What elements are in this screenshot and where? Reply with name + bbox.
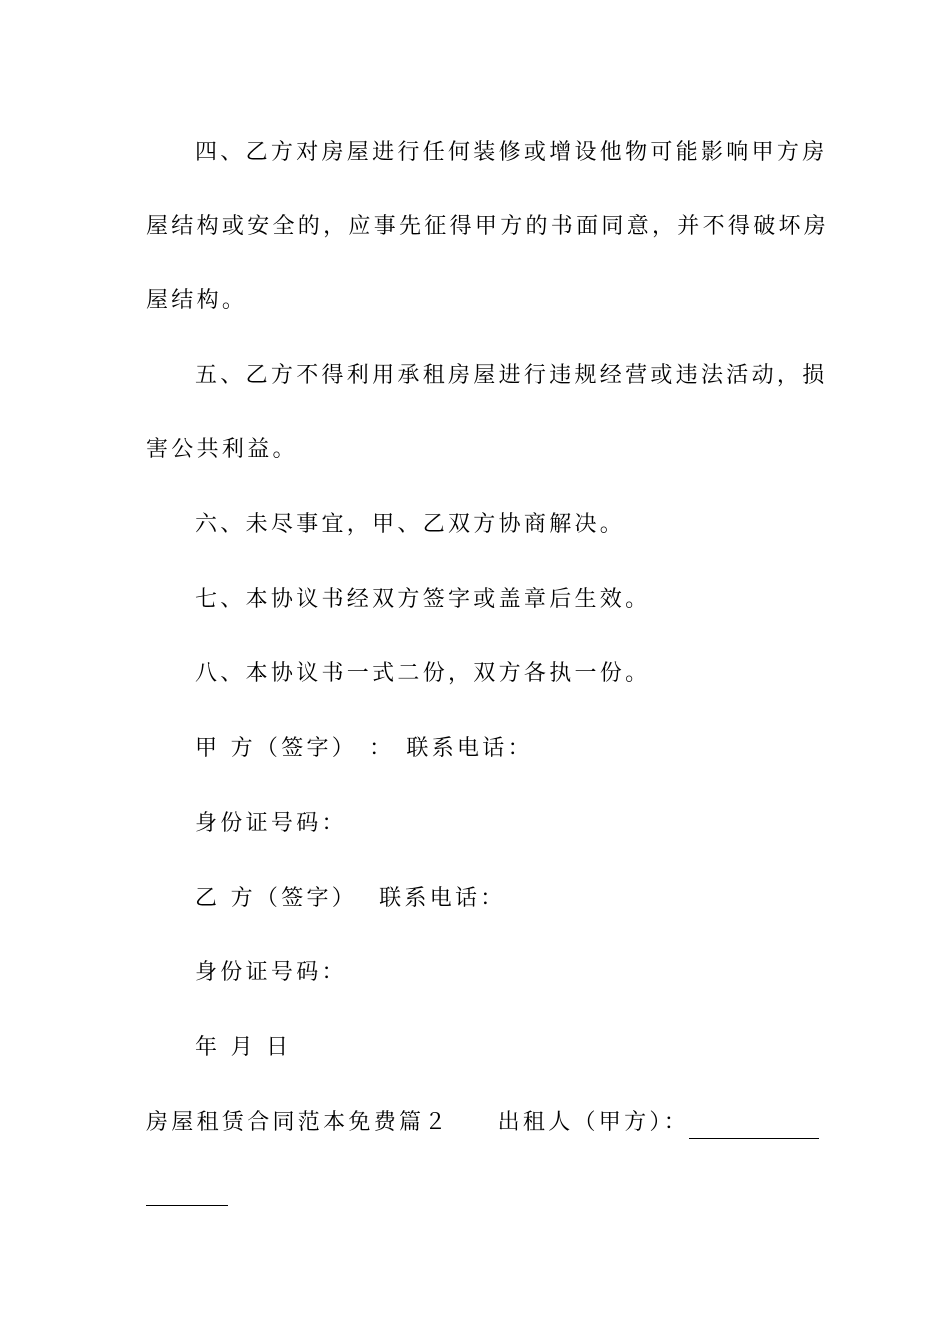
party-a-colon: ： — [369, 736, 395, 761]
clause-8: 八、本协议书一式二份，双方各执一份。 — [195, 661, 651, 686]
clause-4-line-1: 四、乙方对房屋进行任何装修或增设他物可能影响甲方房 — [195, 140, 828, 165]
party-b-label: 乙 方（签字） — [195, 886, 358, 911]
party-a-label: 甲 方（签字） — [195, 736, 358, 761]
party-a-phone-label: 联系电话： — [406, 736, 533, 761]
party-a-id-label: 身份证号码： — [195, 811, 347, 836]
party-b-signature-line — [195, 883, 506, 915]
clause-7: 七、本协议书经双方签字或盖章后生效。 — [195, 587, 651, 612]
party-b-phone-label: 联系电话： — [379, 886, 506, 911]
party-a-signature-line — [195, 733, 533, 765]
lessor-name-blank — [689, 1112, 819, 1139]
clause-4-line-2: 屋结构或安全的，应事先征得甲方的书面同意，并不得破坏房 — [146, 214, 830, 239]
party-b-id-label: 身份证号码： — [195, 960, 347, 985]
lessor-label: 出租人（甲方）： — [497, 1110, 690, 1135]
clause-6: 六、未尽事宜，甲、乙双方协商解决。 — [195, 512, 626, 537]
next-section-line — [146, 1107, 819, 1139]
clause-5-line-2: 害公共利益。 — [146, 437, 298, 462]
signing-date: 年 月 日 — [195, 1035, 292, 1060]
clause-5-line-1: 五、乙方不得利用承租房屋进行违规经营或违法活动，损 — [195, 363, 828, 388]
lessor-name-blank-continued — [146, 1205, 228, 1206]
next-section-title: 房屋租赁合同范本免费篇２ — [146, 1110, 450, 1135]
clause-4-line-3: 屋结构。 — [146, 288, 248, 313]
